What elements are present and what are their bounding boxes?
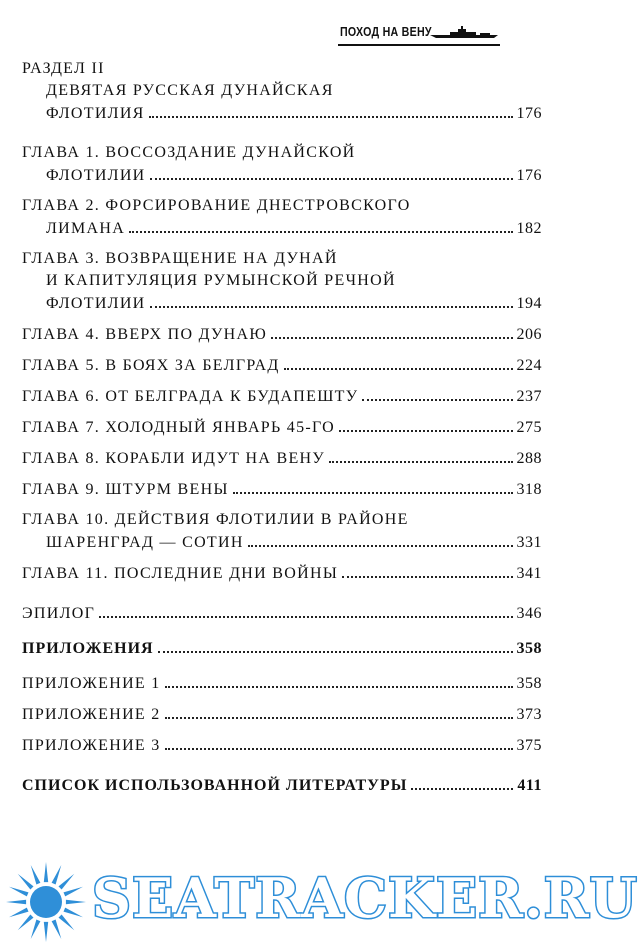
toc-page-number: 176 (516, 167, 542, 184)
toc-entry-ch1[interactable] (22, 142, 542, 186)
sun-ray (18, 874, 34, 890)
toc-page-number: 358 (516, 640, 542, 657)
toc-entry-ch2[interactable] (22, 195, 542, 239)
toc-page-number: 176 (516, 105, 542, 122)
dot-leader (158, 637, 513, 653)
toc-entry-title: РАЗДЕЛ II (22, 60, 105, 77)
dot-leader (248, 531, 513, 547)
toc-entry-title: ПРИЛОЖЕНИЕ 2 (22, 706, 161, 723)
toc-entry-ch3[interactable] (22, 248, 542, 314)
toc-entry-title: ГЛАВА 7. ХОЛОДНЫЙ ЯНВАРЬ 45-ГО (22, 419, 336, 436)
dot-leader (329, 447, 512, 463)
toc-spacer (22, 725, 542, 734)
dot-leader (233, 478, 513, 494)
sun-ray (44, 922, 48, 942)
dot-leader (165, 734, 513, 750)
toc-page-number: 346 (516, 605, 542, 622)
ship-silhouette-icon (428, 25, 500, 39)
toc-page-number: 237 (516, 388, 542, 405)
toc-entry-appendices[interactable] (22, 637, 542, 659)
toc-entry-title: ГЛАВА 10. ДЕЙСТВИЯ ФЛОТИЛИИ В РАЙОНЕ (22, 511, 409, 528)
toc-entry-ch5[interactable] (22, 354, 542, 376)
toc-page-number: 275 (516, 419, 542, 436)
toc-entry-title: ЛИМАНА (46, 220, 126, 237)
toc-spacer (22, 469, 542, 478)
toc-entry-title: ГЛАВА 4. ВВЕРХ ПО ДУНАЮ (22, 326, 268, 343)
sun-burst-icon (0, 860, 92, 944)
toc-spacer (22, 376, 542, 385)
toc-entry-app1[interactable] (22, 672, 542, 694)
toc-spacer (22, 694, 542, 703)
toc-page-number: 206 (516, 326, 542, 343)
toc-spacer (22, 500, 542, 509)
dot-leader (129, 217, 512, 233)
toc-page-number: 341 (516, 565, 542, 582)
toc-entry-title: СПИСОК ИСПОЛЬЗОВАННОЙ ЛИТЕРАТУРЫ (22, 777, 408, 794)
toc-entry-app3[interactable] (22, 734, 542, 756)
sun-ray (31, 865, 41, 885)
sun-ray (6, 900, 26, 904)
toc-entry-title: ЭПИЛОГ (22, 605, 96, 622)
toc-spacer (22, 124, 542, 142)
toc-spacer (22, 407, 542, 416)
toc-entry-ch10[interactable] (22, 509, 542, 553)
toc-entry-ch6[interactable] (22, 385, 542, 407)
toc-entry-title: ГЛАВА 6. ОТ БЕЛГРАДА К БУДАПЕШТУ (22, 388, 359, 405)
sun-ray (66, 900, 86, 904)
sun-ray (18, 915, 34, 931)
toc-page-number: 411 (517, 777, 542, 794)
running-header (340, 22, 500, 44)
toc-entry-title: ГЛАВА 1. ВОССОЗДАНИЕ ДУНАЙСКОЙ (22, 144, 356, 161)
toc-entry-ch9[interactable] (22, 478, 542, 500)
sun-ray (52, 920, 62, 940)
toc-spacer (22, 659, 542, 672)
toc-entry-ch4[interactable] (22, 323, 542, 345)
toc-page-number: 182 (516, 220, 542, 237)
toc-entry-title: ГЛАВА 2. ФОРСИРОВАНИЕ ДНЕСТРОВСКОГО (22, 197, 411, 214)
sun-ray (31, 920, 41, 940)
dot-leader (165, 703, 513, 719)
toc-entry-title: ГЛАВА 9. ШТУРМ ВЕНЫ (22, 481, 229, 498)
toc-entry-title: ФЛОТИЛИИ (46, 167, 146, 184)
toc-entry-title: ФЛОТИЛИИ (46, 295, 146, 312)
sun-ray (64, 887, 84, 897)
toc-entry-title: ПРИЛОЖЕНИЯ (22, 640, 154, 657)
dot-leader (411, 774, 513, 790)
toc-page-number: 358 (516, 675, 542, 692)
toc-entry-ch7[interactable] (22, 416, 542, 438)
toc-page-number: 288 (516, 450, 542, 467)
dot-leader (284, 354, 513, 370)
toc-spacer (22, 239, 542, 248)
running-header-title: ПОХОД НА ВЕНУ (340, 24, 432, 39)
toc-spacer (22, 314, 542, 323)
toc-entry-title: ГЛАВА 11. ПОСЛЕДНИЕ ДНИ ВОЙНЫ (22, 565, 339, 582)
toc-entry-title: ПРИЛОЖЕНИЕ 1 (22, 675, 161, 692)
sun-ray (64, 908, 84, 918)
dot-leader (99, 602, 512, 618)
toc-spacer (22, 756, 542, 774)
toc-entry-title: ФЛОТИЛИЯ (46, 105, 145, 122)
toc-spacer (22, 186, 542, 195)
sun-ray (52, 865, 62, 885)
toc-entry-app2[interactable] (22, 703, 542, 725)
dot-leader (165, 672, 513, 688)
toc-spacer (22, 624, 542, 637)
toc-spacer (22, 345, 542, 354)
sun-ray (9, 908, 29, 918)
toc-page-number: 224 (516, 357, 542, 374)
toc-entry-title: И КАПИТУЛЯЦИЯ РУМЫНСКОЙ РЕЧНОЙ (46, 272, 396, 289)
toc-page-number: 194 (516, 295, 542, 312)
watermark (0, 858, 638, 943)
header-rule (338, 44, 500, 46)
toc-entry-title: ДЕВЯТАЯ РУССКАЯ ДУНАЙСКАЯ (46, 82, 334, 99)
toc-spacer (22, 584, 542, 602)
toc-entry-epilogue[interactable] (22, 602, 542, 624)
toc-entry-title: ГЛАВА 8. КОРАБЛИ ИДУТ НА ВЕНУ (22, 450, 326, 467)
toc-entry-ch8[interactable] (22, 447, 542, 469)
dot-leader (150, 292, 513, 308)
toc-spacer (22, 438, 542, 447)
toc-entry-ch11[interactable] (22, 562, 542, 584)
toc-page-number: 373 (516, 706, 542, 723)
sun-ray (59, 874, 75, 890)
table-of-contents (22, 58, 542, 796)
dot-leader (271, 323, 512, 339)
toc-entry-section2[interactable] (22, 58, 542, 124)
dot-leader (342, 562, 512, 578)
dot-leader (149, 102, 513, 118)
toc-spacer (22, 553, 542, 562)
toc-page-number: 375 (516, 737, 542, 754)
sun-ray (9, 887, 29, 897)
dot-leader (339, 416, 512, 432)
watermark-text: SEATRACKER.RU (92, 866, 638, 930)
sun-ray (59, 915, 75, 931)
toc-entry-literature[interactable] (22, 774, 542, 796)
sun-ray (44, 862, 48, 882)
toc-entry-title: ГЛАВА 3. ВОЗВРАЩЕНИЕ НА ДУНАЙ (22, 250, 338, 267)
toc-entry-title: ГЛАВА 5. В БОЯХ ЗА БЕЛГРАД (22, 357, 280, 374)
toc-entry-title: ПРИЛОЖЕНИЕ 3 (22, 737, 161, 754)
dot-leader (150, 164, 513, 180)
toc-page-number: 331 (516, 534, 542, 551)
dot-leader (362, 385, 512, 401)
toc-page-number: 318 (516, 481, 542, 498)
toc-entry-title: ШАРЕНГРАД — СОТИН (46, 534, 244, 551)
